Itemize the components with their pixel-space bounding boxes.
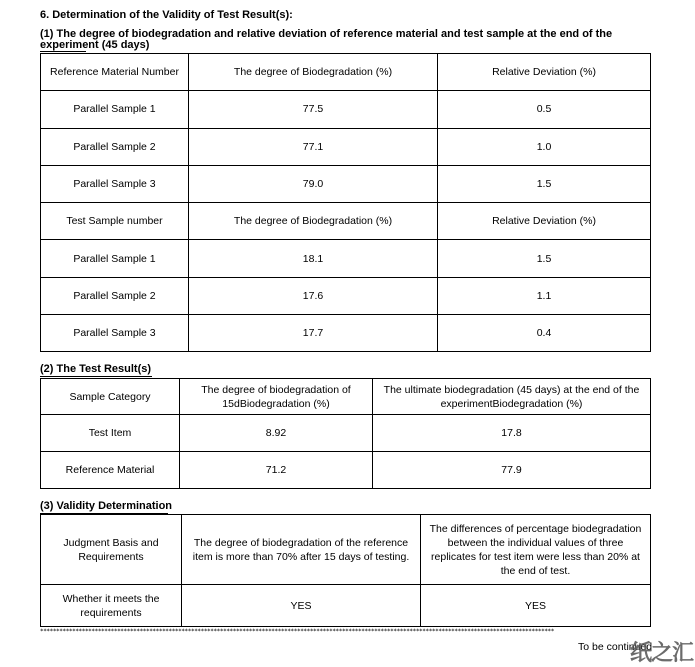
value-cell: 17.6 [189, 277, 438, 314]
header-cell: The ultimate biodegradation (45 days) at the end of the experimentBiodegradation (%) [373, 379, 651, 415]
header-cell: The degree of Biodegradation (%) [189, 54, 438, 91]
category-cell: Test Item [41, 415, 180, 452]
result-cell: YES [421, 585, 651, 627]
value-cell: 17.7 [189, 315, 438, 352]
header-cell: Sample Category [41, 379, 180, 415]
table-row [41, 415, 651, 452]
star-separator: **************************************************************************************************************************************************************** [40, 628, 554, 635]
criteria-label-cell: Judgment Basis and Requirements [41, 515, 182, 585]
test-header-row [41, 203, 651, 240]
table-row [41, 128, 651, 165]
watermark-logo: 纸之汇 [630, 640, 694, 665]
value-cell: 1.0 [438, 128, 651, 165]
value-cell: 17.8 [373, 415, 651, 452]
value-cell: 18.1 [189, 240, 438, 277]
criteria-label-cell: Whether it meets the requirements [41, 585, 182, 627]
value-cell: 0.4 [438, 315, 651, 352]
table-row [41, 91, 651, 128]
section-title: 6. Determination of the Validity of Test Result(s): [40, 9, 293, 21]
part3-heading: (3) Validity Determination [40, 500, 173, 512]
table-row [41, 515, 651, 585]
result-cell: YES [182, 585, 421, 627]
value-cell: 71.2 [180, 452, 373, 489]
value-cell: 8.92 [180, 415, 373, 452]
part1-heading: (1) The degree of biodegradation and relative deviation of reference material and test sample at the end of the experiment (45 days) [40, 28, 613, 51]
value-cell: 1.5 [438, 165, 651, 202]
table-row [41, 585, 651, 627]
value-cell: 1.1 [438, 277, 651, 314]
sample-cell: Parallel Sample 3 [41, 165, 189, 202]
validity-determination-table [40, 514, 651, 627]
header-cell: Reference Material Number [41, 54, 189, 91]
header-cell: The degree of biodegradation of 15dBiodegradation (%) [180, 379, 373, 415]
value-cell: 1.5 [438, 240, 651, 277]
header-cell: Relative Deviation (%) [438, 203, 651, 240]
table-row [41, 452, 651, 489]
header-cell: The degree of Biodegradation (%) [189, 203, 438, 240]
reference-and-test-sample-table [40, 53, 651, 352]
reference-header-row [41, 54, 651, 91]
criteria-cell: The differences of percentage biodegradation between the individual values of three replicates for test item were less than 20% at the end of test. [421, 515, 651, 585]
value-cell: 77.5 [189, 91, 438, 128]
table-row [41, 240, 651, 277]
part1-heading-underline [40, 51, 86, 52]
category-cell: Reference Material [41, 452, 180, 489]
header-cell: Relative Deviation (%) [438, 54, 651, 91]
sample-cell: Parallel Sample 2 [41, 277, 189, 314]
sample-cell: Parallel Sample 1 [41, 91, 189, 128]
value-cell: 77.9 [373, 452, 651, 489]
header-cell: Test Sample number [41, 203, 189, 240]
table-row [41, 277, 651, 314]
value-cell: 77.1 [189, 128, 438, 165]
sample-cell: Parallel Sample 3 [41, 315, 189, 352]
sample-cell: Parallel Sample 2 [41, 128, 189, 165]
test-result-table [40, 378, 651, 489]
table-row [41, 315, 651, 352]
continued-note: To be continued [578, 641, 653, 653]
sample-cell: Parallel Sample 1 [41, 240, 189, 277]
value-cell: 79.0 [189, 165, 438, 202]
part2-heading: (2) The Test Result(s) [40, 363, 152, 375]
table-row [41, 165, 651, 202]
test-result-header-row [41, 379, 651, 415]
part2-heading-underline [40, 376, 152, 377]
criteria-cell: The degree of biodegradation of the reference item is more than 70% after 15 days of testing. [182, 515, 421, 585]
value-cell: 0.5 [438, 91, 651, 128]
